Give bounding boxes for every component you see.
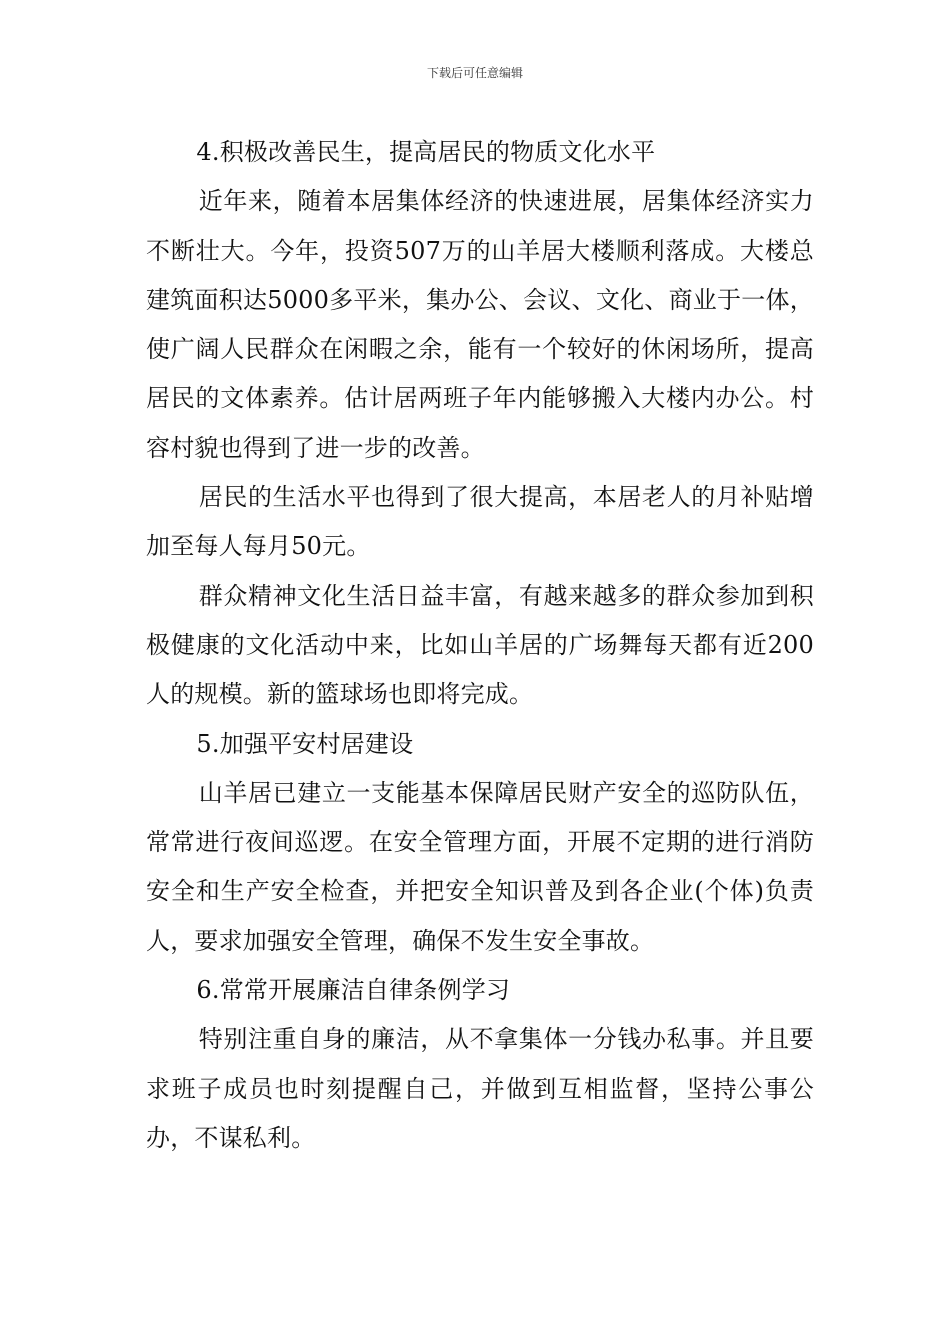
paragraph: 山羊居已建立一支能基本保障居民财产安全的巡防队伍，常常进行夜间巡逻。在安全管理方面，开展不定期的进行消防安全和生产安全检查，并把安全知识普及到各企业(个体)负责人，要求加强安全管理，确保不发生安全事故。	[146, 778, 814, 955]
paragraph: 近年来，随着本居集体经济的快速进展，居集体经济实力不断壮大。今年，投资507万的山羊居大楼顺利落成。大楼总建筑面积达5000多平米，集办公、会议、文化、商业于一体，使广阔人民群众在闲暇之余，能有一个较好的休闲场所，提高居民的文体素养。估计居两班子年内能够搬入大楼内办公。村容村貌也得到了进一步的改善。	[146, 187, 814, 462]
document-body	[146, 128, 814, 1163]
section-heading-4: 4.积极改善民生，提高居民的物质文化水平	[196, 138, 656, 166]
section-heading-6: 6.常常开展廉洁自律条例学习	[196, 976, 511, 1005]
paragraph: 群众精神文化生活日益丰富，有越来越多的群众参加到积极健康的文化活动中来，比如山羊居的广场舞每天都有近200人的规模。新的篮球场也即将完成。	[146, 581, 814, 709]
page-header: 下载后可任意编辑	[426, 66, 523, 80]
paragraph: 特别注重自身的廉洁，从不拿集体一分钱办私事。并且要求班子成员也时刻提醒自己，并做到互相监督，坚持公事公办，不谋私利。	[146, 1025, 814, 1152]
section-heading-5: 5.加强平安村居建设	[196, 729, 414, 758]
paragraph: 居民的生活水平也得到了很大提高，本居老人的月补贴增加至每人每月50元。	[146, 483, 814, 561]
